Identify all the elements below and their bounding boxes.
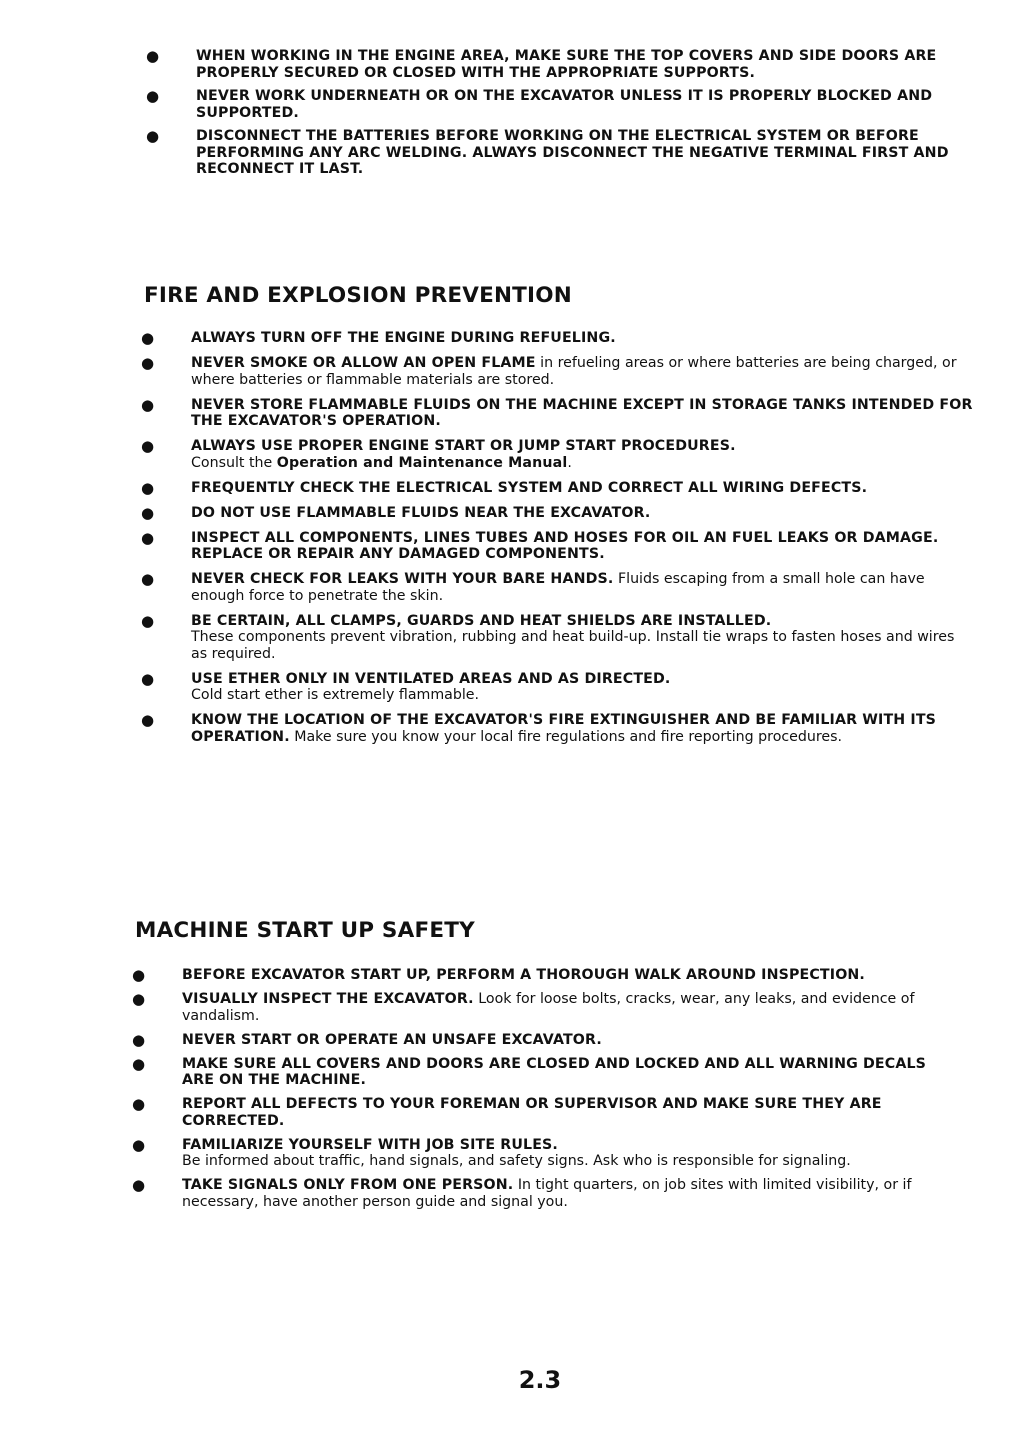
item-body-text: in refueling areas or where batteries are being charged, or where batteries or flammable materials are stored. <box>191 355 957 388</box>
bullet-icon: ● <box>141 669 155 688</box>
item-bold-text: TAKE SIGNALS ONLY FROM ONE PERSON. <box>182 1177 514 1193</box>
list-item <box>132 1032 952 1049</box>
item-bold-text: INSPECT ALL COMPONENTS, LINES TUBES AND HOSES FOR OIL AN FUEL LEAKS OR DAMAGE. REPLACE OR REPAIR ANY DAMAGED COMPONENTS. <box>191 529 939 562</box>
list-item <box>132 991 952 1024</box>
list-item <box>132 1056 952 1089</box>
bullet-icon: ● <box>141 503 155 522</box>
item-bold-text: USE ETHER ONLY IN VENTILATED AREAS AND AS DIRECTED. <box>191 670 671 687</box>
list-item <box>141 355 973 388</box>
item-bold-text: MAKE SURE ALL COVERS AND DOORS ARE CLOSED AND LOCKED AND ALL WARNING DECALS ARE ON THE MACHINE. <box>182 1055 927 1088</box>
machine-start-up-list <box>132 967 952 1218</box>
item-body-text: These components prevent vibration, rubbing and heat build-up. Install tie wraps to fasten hoses and wires as required. <box>191 629 955 662</box>
item-bold-text: NEVER WORK UNDERNEATH OR ON THE EXCAVATOR UNLESS IT IS PROPERLY BLOCKED AND SUPPORTED. <box>196 88 933 121</box>
item-bold-text: WHEN WORKING IN THE ENGINE AREA, MAKE SURE THE TOP COVERS AND SIDE DOORS ARE PROPERLY SECURED OR CLOSED WITH THE APPROPRIATE SUPPORTS. <box>196 48 937 81</box>
bullet-icon: ● <box>141 611 155 630</box>
item-body-text: Be informed about traffic, hand signals, and safety signs. Ask who is responsible for signaling. <box>182 1153 851 1169</box>
bullet-icon: ● <box>132 1176 146 1194</box>
bullet-icon: ● <box>132 1135 146 1154</box>
list-item <box>141 530 973 563</box>
item-bold-text: DISCONNECT THE BATTERIES BEFORE WORKING ON THE ELECTRICAL SYSTEM OR BEFORE PERFORMING ANY ARC WELDING. ALWAYS DISCONNECT THE NEGATIVE TERMINAL FIRST AND RECONNECT IT LAST. <box>196 128 949 177</box>
item-bold-text: NEVER START OR OPERATE AN UNSAFE EXCAVATOR. <box>182 1031 602 1048</box>
item-bold-text: REPORT ALL DEFECTS TO YOUR FOREMAN OR SUPERVISOR AND MAKE SURE THEY ARE CORRECTED. <box>182 1096 882 1129</box>
list-item <box>146 48 972 81</box>
item-bold-text: ALWAYS USE PROPER ENGINE START OR JUMP START PROCEDURES. <box>191 438 736 454</box>
item-bold-text: NEVER SMOKE OR ALLOW AN OPEN FLAME <box>191 355 536 371</box>
bullet-icon: ● <box>141 528 155 547</box>
item-bold-text: BE CERTAIN, ALL CLAMPS, GUARDS AND HEAT SHIELDS ARE INSTALLED. <box>191 612 772 629</box>
list-item <box>141 397 973 430</box>
bullet-icon: ● <box>146 87 160 105</box>
bullet-icon: ● <box>141 395 155 414</box>
list-item <box>141 330 973 347</box>
list-item <box>141 613 973 663</box>
item-bold-text: FREQUENTLY CHECK THE ELECTRICAL SYSTEM AND CORRECT ALL WIRING DEFECTS. <box>191 479 868 496</box>
bullet-icon: ● <box>132 966 146 984</box>
fire-prevention-list <box>141 330 973 754</box>
list-item <box>146 128 972 178</box>
intro-safety-list <box>146 48 972 185</box>
bullet-icon: ● <box>141 478 155 497</box>
item-body-text: In tight quarters, on job sites with limited visibility, or if necessary, have another person guide and signal you. <box>182 1177 912 1210</box>
item-bold-text: VISUALLY INSPECT THE EXCAVATOR. <box>182 991 474 1007</box>
list-item <box>141 480 973 497</box>
bullet-icon: ● <box>146 127 160 145</box>
list-item <box>132 1096 952 1129</box>
bullet-icon: ● <box>141 354 155 372</box>
bullet-icon: ● <box>141 437 155 455</box>
bullet-icon: ● <box>132 1095 146 1113</box>
list-item <box>141 505 973 522</box>
list-item <box>141 712 973 745</box>
list-item <box>141 438 973 471</box>
item-bold-text: NEVER STORE FLAMMABLE FLUIDS ON THE MACHINE EXCEPT IN STORAGE TANKS INTENDED FOR THE EXCAVATOR'S OPERATION. <box>191 396 973 429</box>
list-item <box>132 1177 952 1210</box>
item-body-text: Consult the <box>191 454 277 471</box>
section-heading-machine-start-up: MACHINE START UP SAFETY <box>135 918 475 943</box>
list-item <box>141 571 973 604</box>
bullet-icon: ● <box>141 329 155 347</box>
section-heading-fire: FIRE AND EXPLOSION PREVENTION <box>144 283 572 308</box>
bullet-icon: ● <box>141 570 155 588</box>
list-item <box>146 88 972 121</box>
item-bold-text: KNOW THE LOCATION OF THE EXCAVATOR'S FIRE EXTINGUISHER AND BE FAMILIAR WITH ITS OPERATION. <box>191 712 937 745</box>
list-item <box>141 671 973 704</box>
bullet-icon: ● <box>132 1054 146 1073</box>
bullet-icon: ● <box>132 1030 146 1049</box>
item-bold-text: NEVER CHECK FOR LEAKS WITH YOUR BARE HANDS. <box>191 571 614 587</box>
item-bold-text: DO NOT USE FLAMMABLE FLUIDS NEAR THE EXCAVATOR. <box>191 504 651 521</box>
item-body-text: . <box>567 454 572 471</box>
list-item <box>132 967 952 984</box>
item-body-text: Look for loose bolts, cracks, wear, any leaks, and evidence of vandalism. <box>182 991 915 1024</box>
item-bold-text: FAMILIARIZE YOURSELF WITH JOB SITE RULES. <box>182 1136 558 1153</box>
manual-reference: Operation and Maintenance Manual <box>276 454 568 471</box>
list-item <box>132 1137 952 1170</box>
item-body-text: Fluids escaping from a small hole can have enough force to penetrate the skin. <box>191 571 925 604</box>
item-body-text: Make sure you know your local fire regulations and fire reporting procedures. <box>289 728 843 745</box>
bullet-icon: ● <box>146 47 160 65</box>
item-bold-text: BEFORE EXCAVATOR START UP, PERFORM A THOROUGH WALK AROUND INSPECTION. <box>182 967 865 983</box>
item-bold-text: ALWAYS TURN OFF THE ENGINE DURING REFUELING. <box>191 330 616 346</box>
bullet-icon: ● <box>141 711 155 729</box>
page-number: 2.3 <box>518 1366 562 1394</box>
bullet-icon: ● <box>132 990 146 1008</box>
item-body-text: Cold start ether is extremely flammable. <box>191 687 480 703</box>
